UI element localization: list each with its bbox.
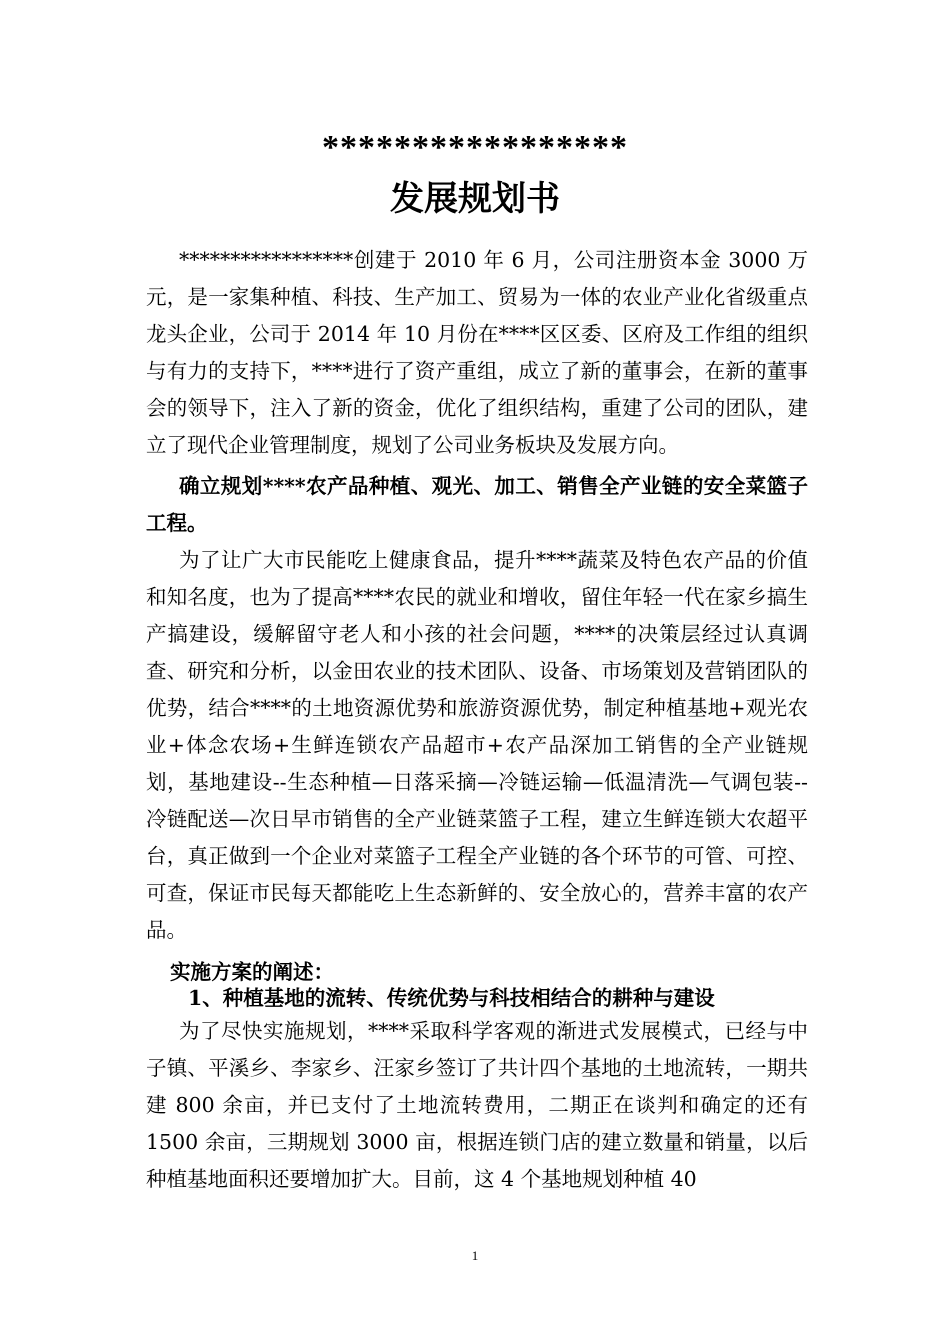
document-title-company: ***************** — [322, 129, 628, 166]
paragraph-plan-details: 为了让广大市民能吃上健康食品，提升****蔬菜及特色农产品的价值和知名度，也为了提高****农民的就业和增收，留住年轻一代在家乡搞生产搞建设，缓解留守老人和小孩的社会问题，****的决策层经过认真调查、研究和分析，以金田农业的技术团队、设备、市场策划及营销团队的优势，结合****的土地资源优势和旅游资源优势，制定种植基地+观光农业+体念农场+生鲜连锁农产品超市+农产品深加工销售的全产业链规划，基地建设--生态种植—日落采摘—冷链运输—低温清洗—气调包装--冷链配送—次日早市销售的全产业链菜篮子工程，建立生鲜连锁大农超平台，真正做到一个企业对菜篮子工程全产业链的各个环节的可管、可控、可查，保证市民每天都能吃上生态新鲜的、安全放心的，营养丰富的农产品。 — [146, 548, 808, 942]
paragraph-plan-statement: 确立规划****农产品种植、观光、加工、销售全产业链的安全菜篮子工程。 — [146, 474, 808, 535]
document-title: 发展规划书 — [390, 179, 560, 219]
section-heading-implementation: 实施方案的阐述： — [170, 960, 334, 984]
document-body — [146, 242, 808, 1198]
page-number: 1 — [471, 1248, 479, 1263]
subsection-heading-planting-base: 1、种植基地的流转、传统优势与科技相结合的耕种与建设 — [188, 986, 715, 1010]
paragraph-company-intro: *****************创建于 2010 年 6 月，公司注册资本金 3000 万元，是一家集种植、科技、生产加工、贸易为一体的农业产业化省级重点龙头企业，公司于 2014 年 10 月份在****区区委、区府及工作组的组织与有力的支持下，****进行了资产重组，成立了新的董事会，在新的董事会的领导下，注入了新的资金，优化了组织结构，重建了公司的团队，建立了现代企业管理制度，规划了公司业务板块及发展方向。 — [146, 248, 808, 457]
paragraph-planting-base: 为了尽快实施规划，****采取科学客观的渐进式发展模式，已经与中子镇、平溪乡、李家乡、汪家乡签订了共计四个基地的土地流转，一期共建 800 余亩，并已支付了土地流转费用，二期正在谈判和确定的还有 1500 余亩，三期规划 3000 亩，根据连锁门店的建立数量和销量，以后种植基地面积还要增加扩大。目前，这 4 个基地规划种植 40 — [146, 1019, 808, 1191]
